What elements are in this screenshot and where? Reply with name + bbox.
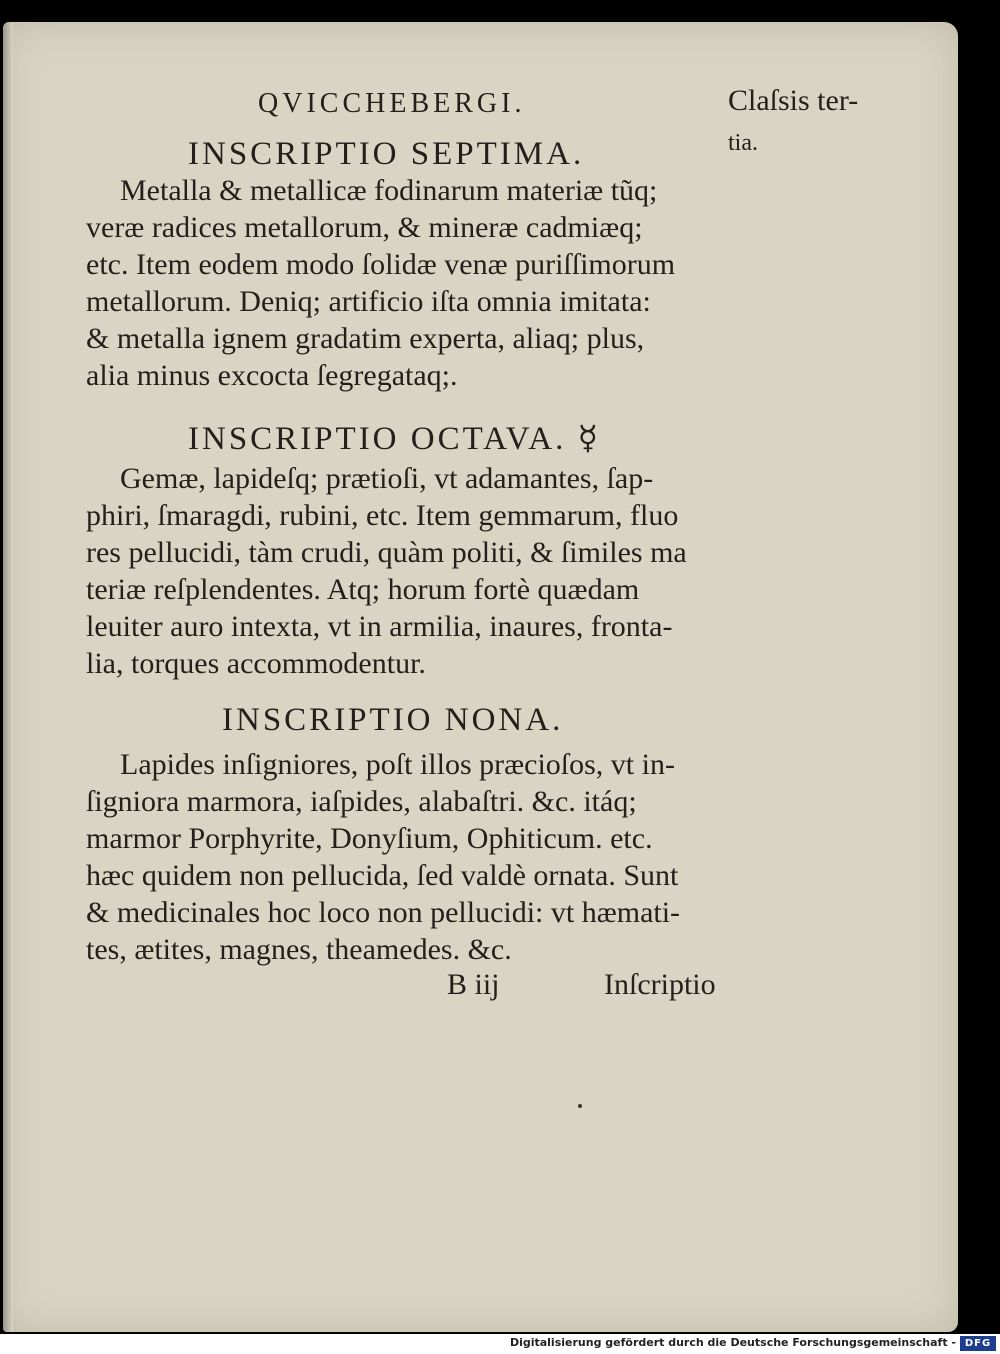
footer-credit-text: Digitalisierung gefördert durch die Deutsche Forschungsgemeinschaft - — [509, 1336, 956, 1349]
text-line: phiri, ſmaragdi, rubini, etc. Item gemmarum, fluo — [86, 499, 679, 532]
text-line: Metalla & metallicæ fodinarum materiæ tũq; — [120, 174, 658, 207]
catchword: Inſcriptio — [604, 968, 716, 1001]
text-line: alia minus excocta ſegregataq;. — [86, 359, 458, 392]
section-heading-nona: INSCRIPTIO NONA. — [222, 702, 564, 738]
section-text-septima — [86, 172, 675, 394]
section-heading-octava: INSCRIPTIO OCTAVA. ☿ — [188, 421, 601, 457]
text-line: Gemæ, lapideſq; prætioſi, vt adamantes, ſap- — [120, 462, 654, 495]
text-line: res pellucidi, tàm crudi, quàm politi, & ſimiles ma — [86, 536, 687, 569]
text-line: ſigniora marmora, iaſpides, alabaſtri. &c. itáq; — [86, 785, 637, 818]
text-line: veræ radices metallorum, & mineræ cadmiæq; — [86, 211, 643, 244]
section-text-nona — [86, 746, 680, 968]
digitization-footer — [0, 1334, 1000, 1354]
page-binding-edge — [3, 22, 13, 1332]
section-heading-septima: INSCRIPTIO SEPTIMA. — [188, 136, 585, 172]
signature-mark: B iij — [447, 968, 500, 1001]
text-line: marmor Porphyrite, Donyſium, Ophiticum. etc. — [86, 822, 653, 855]
text-line: etc. Item eodem modo ſolidæ venæ puriſſimorum — [86, 248, 676, 281]
text-line: & metalla ignem gradatim experta, aliaq; plus, — [86, 322, 645, 355]
text-line: & medicinales hoc loco non pellucidi: vt hæmati- — [86, 896, 681, 929]
section-text-octava — [86, 460, 687, 682]
marginal-note-line-2: tia. — [728, 130, 758, 156]
text-line: leuiter auro intexta, vt in armilia, inaures, fronta- — [86, 610, 673, 643]
text-line: tes, ætites, magnes, theamedes. &c. — [86, 933, 512, 966]
marginal-note-line-1: Claſsis ter- — [728, 84, 859, 117]
text-line: Lapides inſigniores, poſt illos præcioſos, vt in- — [120, 748, 675, 781]
text-line: hæc quidem non pellucida, ſed valdè ornata. Sunt — [86, 859, 679, 892]
text-line: metallorum. Deniq; artificio iſta omnia imitata: — [86, 285, 651, 318]
dfg-logo-icon: DFG — [960, 1336, 996, 1351]
text-line: lia, torques accommodentur. — [86, 647, 426, 680]
text-line: teriæ reſplendentes. Atq; horum fortè quædam — [86, 573, 640, 606]
running-head: QVICCHEBERGI. — [258, 88, 526, 119]
paper-speck — [578, 1104, 582, 1108]
